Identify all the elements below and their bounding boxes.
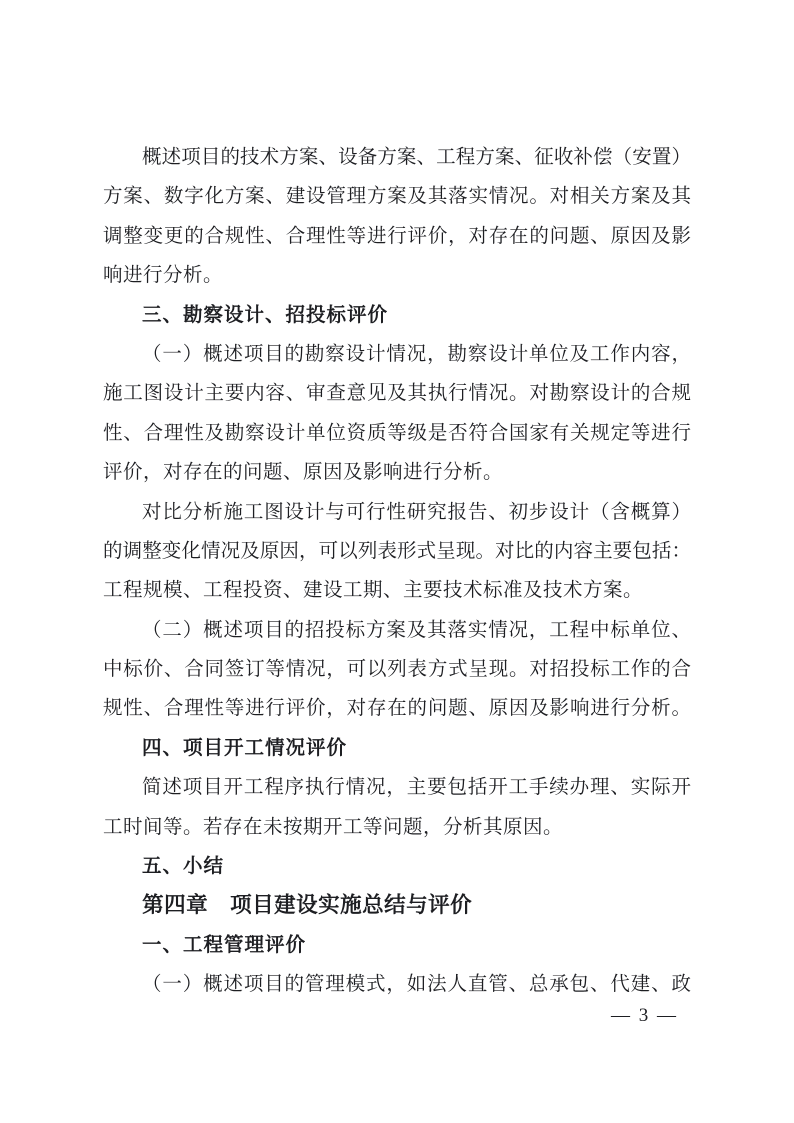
body-text-line: 工时间等。若存在未按期开工等问题，分析其原因。 xyxy=(103,816,564,838)
body-text-line: 调整变更的合规性、合理性等进行评价，对存在的问题、原因及影 xyxy=(103,225,691,247)
body-text-line: （二）概述项目的招投标方案及其落实情况，工程中标单位、 xyxy=(142,619,691,641)
body-text-line: 概述项目的技术方案、设备方案、工程方案、征收补偿（安置） xyxy=(142,147,691,168)
section-heading: 三、勘察设计、招投标评价 xyxy=(142,304,389,326)
body-text-line: 规性、合理性等进行评价，对存在的问题、原因及影响进行分析。 xyxy=(103,698,691,720)
page-number: — 3 — xyxy=(611,1005,678,1026)
body-text-line: （一）概述项目的管理模式，如法人直管、总承包、代建、政 xyxy=(142,974,691,996)
chapter-heading: 第四章 项目建设实施总结与评价 xyxy=(142,893,473,918)
section-heading: 一、工程管理评价 xyxy=(142,934,307,956)
body-text-line: 响进行分析。 xyxy=(103,265,224,287)
body-text-line: 性、合理性及勘察设计单位资质等级是否符合国家有关规定等进行 xyxy=(103,422,691,444)
body-text-line: 施工图设计主要内容、审查意见及其执行情况。对勘察设计的合规 xyxy=(103,383,691,405)
body-text-line: 对比分析施工图设计与可行性研究报告、初步设计（含概算） xyxy=(142,501,691,523)
body-text-line: 的调整变化情况及原因，可以列表形式呈现。对比的内容主要包括： xyxy=(103,540,691,562)
document-content xyxy=(103,138,691,1005)
body-text-line: 方案、数字化方案、建设管理方案及其落实情况。对相关方案及其 xyxy=(103,186,691,208)
body-text-line: 工程规模、工程投资、建设工期、主要技术标准及技术方案。 xyxy=(103,580,644,602)
section-heading: 四、项目开工情况评价 xyxy=(142,737,348,759)
body-text-line: 评价，对存在的问题、原因及影响进行分析。 xyxy=(103,462,504,484)
body-text-line: 简述项目开工程序执行情况，主要包括开工手续办理、实际开 xyxy=(142,777,691,799)
body-text-line: 中标价、合同签订等情况，可以列表方式呈现。对招投标工作的合 xyxy=(103,659,691,681)
body-text-line: （一）概述项目的勘察设计情况，勘察设计单位及工作内容， xyxy=(142,343,691,365)
section-heading: 五、小结 xyxy=(142,856,225,878)
